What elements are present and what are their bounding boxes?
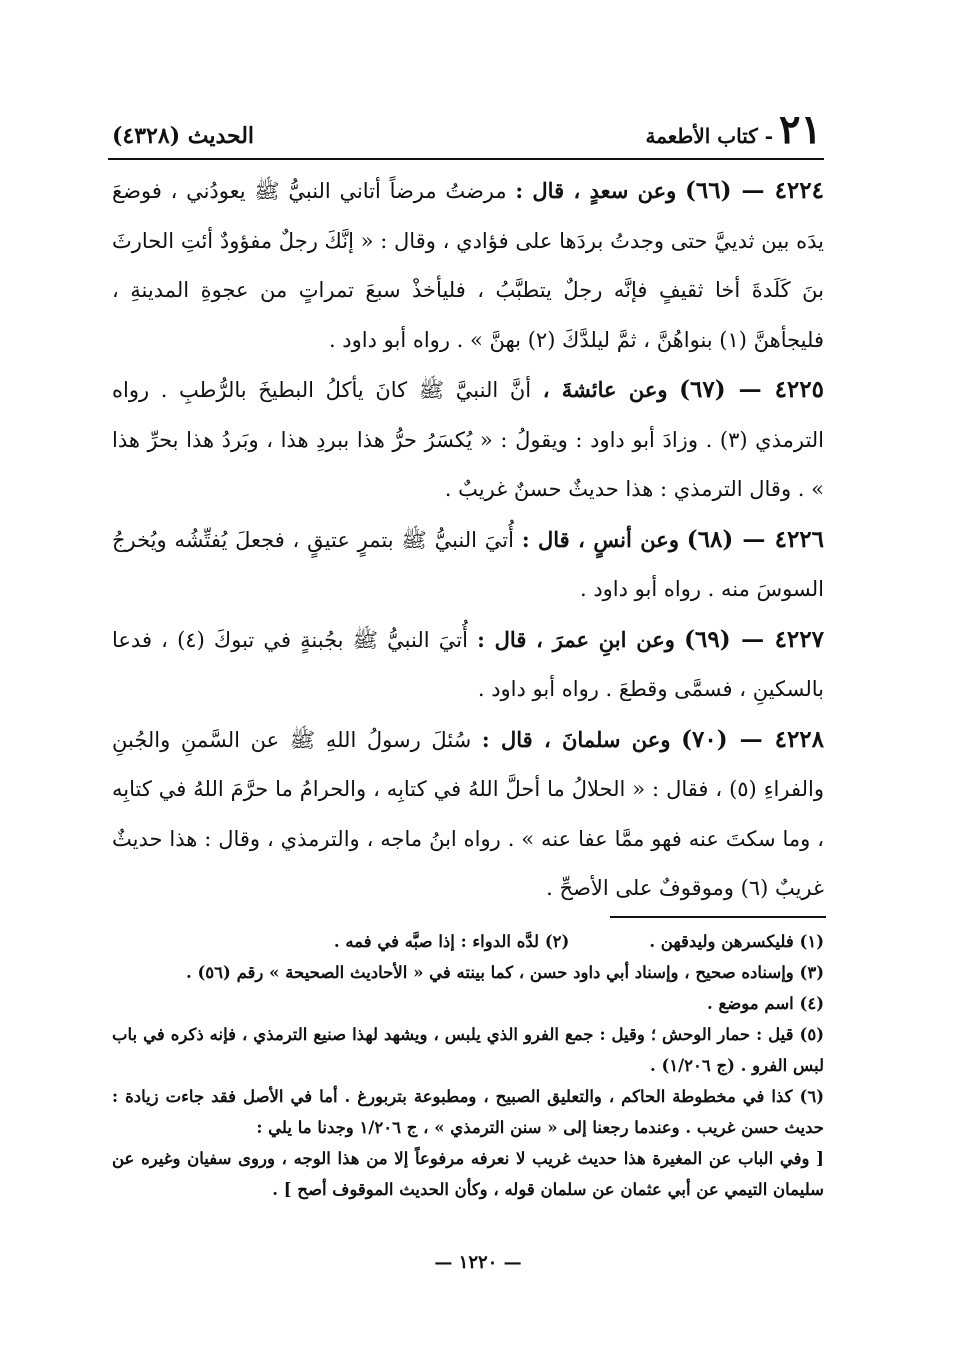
hadith-text: أنَّ النبيَّ ﷺ كانَ يأكلُ البطيخَ بالرُّطبِ . رواه الترمذي (٣) . وزادَ أبو داود : ويقولُ : « يُكسَرُ حرُّ هذا ببردِ هذا ، وبَردُ هذا بحرِّ هذا » . وقال الترمذي : هذا حديثٌ حسنٌ غريبٌ . (112, 378, 825, 501)
hadith-text: مرضتُ مرضاً أتاني النبيُّ ﷺ يعودُني ، فوضعَ يدَه بين ثدييَّ حتى وجدتُ بردَها على فؤادي ، وقال : « إنَّكَ رجلٌ مفؤودٌ أئتِ الحارثَ بنَ كَلَدةَ أخا ثقيفٍ فإنَّه رجلٌ يتطبَّبُ ، فليأخذْ سبعَ تمراتٍ من عجوةِ المدينةِ ، فليجأهنَّ (١) بنواهُنَّ ، ثمَّ ليلدَّكَ (٢) بهنَّ » . رواه أبو داود . (112, 179, 824, 352)
hadith-number: ٤٢٢٨ — (٧٠) (681, 725, 825, 753)
page-header (112, 106, 822, 153)
hadith-number: ٤٢٢٦ — (٦٨) (686, 525, 825, 553)
header-rule (108, 158, 824, 160)
footnote-2: (٢) لدَّه الدواء : إذا صبَّه في فمه . (333, 932, 570, 951)
footnote-5: (٥) قيل : حمار الوحش ؛ وقيل : جمع الفرو الذي يلبس ، ويشهد لهذا صنيع الترمذي ، فإنه ذكره في باب لبس الفرو . (ج ١/٢٠٦) . (112, 1025, 824, 1075)
hadith-number: ٤٢٢٧ — (٦٩) (684, 625, 824, 653)
hadith-intro: وعن أنسٍ ، قال : (521, 526, 679, 552)
footnote-3: (٣) وإسناده صحيح ، وإسناد أبي داود حسن ، كما بينته في « الأحاديث الصحيحة » رقم (٥٦) . (185, 963, 824, 982)
hadith-intro: وعن سعدٍ ، قال : (515, 178, 677, 203)
hadith-4227 (112, 615, 824, 715)
hadith-text: أُتيَ النبيُّ ﷺ بجُبنةٍ في تبوكَ (٤) ، فدعا بالسكينِ ، فسمَّى وقطعَ . رواه أبو داود . (112, 627, 824, 701)
hadith-4226 (112, 515, 824, 615)
hadith-4225 (112, 365, 824, 515)
chapter-title: - كتاب الأطعمة (645, 124, 774, 148)
hadith-intro: وعن سلمانَ ، قال : (481, 726, 671, 752)
hadith-text: سُئلَ رسولُ اللهِ ﷺ عن السَّمنِ والجُبنِ والفراءِ (٥) ، فقال : « الحلالُ ما أحلَّ اللهُ في كتابِه ، والحرامُ ما حرَّمَ اللهُ في كتابِه ، وما سكتَ عنه فهو ممَّا عفا عنه » . رواه ابنُ ماجه ، والترمذي ، وقال : هذا حديثٌ غريبٌ (٦) وموقوفٌ على الأصحِّ . (112, 727, 824, 900)
hadith-intro: وعن عائشةَ ، (542, 377, 668, 402)
hadith-4224 (112, 166, 824, 365)
hadith-4228 (112, 715, 824, 914)
hadith-range: الحديث (٤٣٢٨) (112, 123, 255, 149)
footnotes (112, 926, 824, 1205)
main-text (112, 166, 824, 914)
chapter-heading (645, 106, 823, 153)
hadith-number: ٤٢٢٥ — (٦٧) (679, 376, 824, 403)
footnote-rule (610, 916, 826, 918)
footnote-4: (٤) اسم موضع . (706, 994, 824, 1013)
footnote-6-quote: [ وفي الباب عن المغيرة هذا حديث غريب لا نعرفه مرفوعاً إلا من هذا الوجه ، وروى سفيان وغيره عن سليمان التيمي عن أبي عثمان عن سلمان قوله ، وكأن الحديث الموقوف أصح ] . (112, 1149, 824, 1199)
hadith-intro: وعن ابنِ عمرَ ، قال : (477, 626, 675, 652)
hadith-number: ٤٢٢٤ — (٦٦) (685, 177, 824, 204)
footnote-1: (١) فليكسرهن وليدقهن . (649, 932, 824, 951)
footnote-6: (٦) كذا في مخطوطة الحاكم ، والتعليق الصبيح ، ومطبوعة بتربورغ . أما في الأصل فقد جاءت زيادة : حديث حسن غريب . وعندما رجعنا إلى « سنن الترمذي » ، ج ١/٢٠٦ وجدنا ما يلي : (112, 1087, 824, 1137)
page-number: — ١٢٢٠ — (434, 1252, 522, 1273)
chapter-number: ٢١ (779, 106, 822, 153)
hadith-text: أُتيَ النبيُّ ﷺ بتمرٍ عتيقٍ ، فجعلَ يُفتِّشُه ويُخرجُ السوسَ منه . رواه أبو داود . (112, 527, 824, 601)
footnote-row-1-2 (112, 926, 824, 957)
